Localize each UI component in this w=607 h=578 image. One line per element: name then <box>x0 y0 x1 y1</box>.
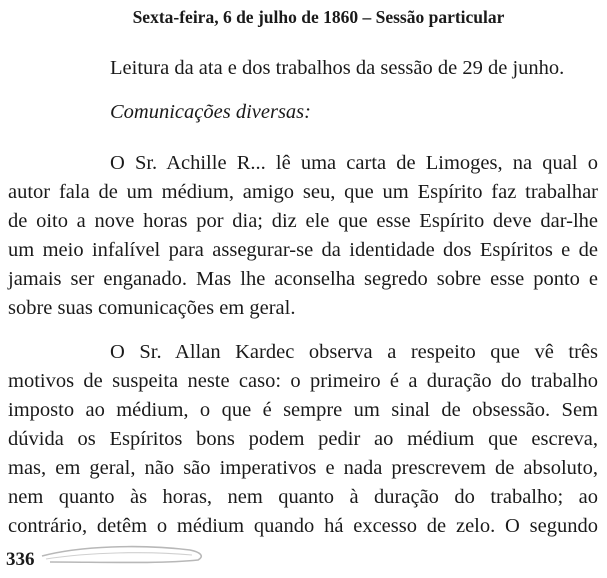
page-number: 336 <box>6 549 35 570</box>
paragraph-1-line: autor fala de um médium, amigo seu, que um Espírito faz trabalhar <box>8 181 598 203</box>
paragraph-2-line: contrário, detêm o médium quando há excesso de zelo. O segundo <box>8 515 598 537</box>
paragraph-2-line: nem quanto às horas, nem quanto à duração do trabalho; ao <box>8 486 598 508</box>
paragraph-1-line: um meio infalível para assegurar-se da identidade dos Espíritos e de <box>8 239 598 261</box>
paragraph-1-line: jamais ser enganado. Mas lhe aconselha segredo sobre esse ponto e <box>8 268 598 290</box>
page-flourish-ornament <box>40 542 210 568</box>
paragraph-2-line: mas, em geral, não são imperativos e nada prescrevem de absoluto, <box>8 457 598 479</box>
paragraph-2-line: dúvida os Espíritos bons podem pedir ao médium que escreva, <box>8 428 598 450</box>
paragraph-1 <box>8 149 598 323</box>
paragraph-1-line: O Sr. Achille R... lê uma carta de Limoges, na qual o <box>110 152 598 174</box>
paragraph-2-line: O Sr. Allan Kardec observa a respeito que vê três <box>110 341 598 363</box>
page-header: Sexta-feira, 6 de julho de 1860 – Sessão particular <box>132 7 505 27</box>
intro-line: Leitura da ata e dos trabalhos da sessão de 29 de junho. <box>110 57 565 79</box>
section-label: Comunicações diversas: <box>110 101 311 123</box>
paragraph-1-line: sobre suas comunicações em geral. <box>8 297 296 319</box>
paragraph-2-line: imposto ao médium, o que é sempre um sinal de obsessão. Sem <box>8 399 598 421</box>
paragraph-1-line: de oito a nove horas por dia; diz ele que esse Espírito deve dar-lhe <box>8 210 598 232</box>
paragraph-2 <box>8 338 598 541</box>
paragraph-2-line: motivos de suspeita neste caso: o primeiro é a duração do trabalho <box>8 370 598 392</box>
